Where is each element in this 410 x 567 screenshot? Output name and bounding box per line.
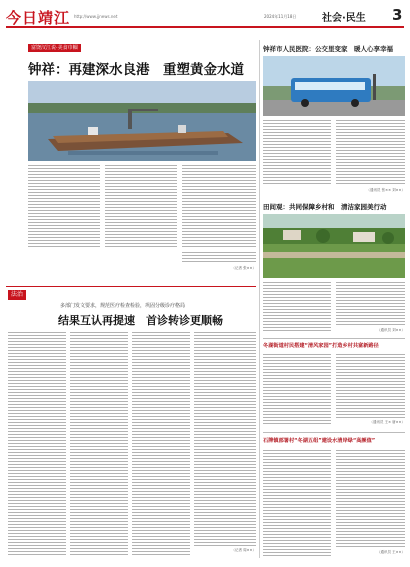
article3-headline[interactable]: 田间观：共同保障乡村和 清洁家园美行动 [263,203,387,211]
article5-body-col1 [263,354,331,424]
article4-body-col2 [70,332,128,556]
article2-headline[interactable]: 钟祥市人民医院：公交里变家 暖人心享幸福 [263,45,393,53]
article5-body-col2 [336,354,405,418]
article4-subhead: 多部门发文要求，规范医疗检查检验，巩固分级诊疗格局 [60,303,186,309]
issue-date: 2024年11月18日 [264,14,297,19]
article3-credit: （通讯员 刘××） [377,328,405,332]
article2-body-col1 [263,120,331,186]
article1-headline[interactable]: 钟祥：再建深水良港 重塑黄金水道 [28,62,244,78]
article1-body-col2 [105,165,177,249]
article6-body-col2 [336,450,405,548]
article6-rule [263,432,405,433]
village-photo [263,214,405,278]
port-photo-image [28,81,256,161]
article4-headline[interactable]: 结果互认再提速 首诊转诊更顺畅 [58,314,223,327]
article6-body-col1 [263,450,331,556]
article3-body-col1 [263,282,331,332]
article5-rule [263,338,405,339]
article5-credit: （通讯员 王× 唐××） [369,420,405,424]
article1-credit: （记者 张××） [231,266,256,270]
article1-body-tail [182,252,256,264]
article4-body-col4 [194,332,256,546]
village-photo-image [263,214,405,278]
section-name: 社会·民生 [322,13,366,24]
article1-tag: 富饶汉江说·美食巾帼 [28,44,81,52]
masthead [6,6,404,28]
article4-credit: （记者 周××） [231,548,256,552]
article4-body-col3 [132,332,190,556]
article2-body-col2 [336,120,405,186]
article5-headline[interactable]: 冬湖街道村民搭建“清风家园”打造乡村共富新路径 [263,343,379,349]
newspaper-logo: 今日靖江 [6,9,71,27]
bus-photo-image [263,56,405,116]
article6-credit: （通讯员 王××） [377,550,405,554]
page-number: 3 [392,6,403,24]
article1-body-col3 [182,165,256,249]
section-divider [6,286,256,287]
article4-body-col1 [8,332,66,556]
article2-credit: （通讯员 张×× 刘××） [366,188,405,192]
article6-headline[interactable]: 石牌镇部署村“冬湖五组”建设水清岸绿“高颜值” [263,438,376,444]
bus-photo [263,56,405,116]
port-photo [28,81,256,161]
newspaper-url[interactable]: http://www.jjnews.net [74,14,118,19]
article4-tag: 法治 [8,290,26,300]
article1-body-col1 [28,165,100,249]
column-divider [259,40,260,558]
article3-body-col2 [336,282,405,326]
